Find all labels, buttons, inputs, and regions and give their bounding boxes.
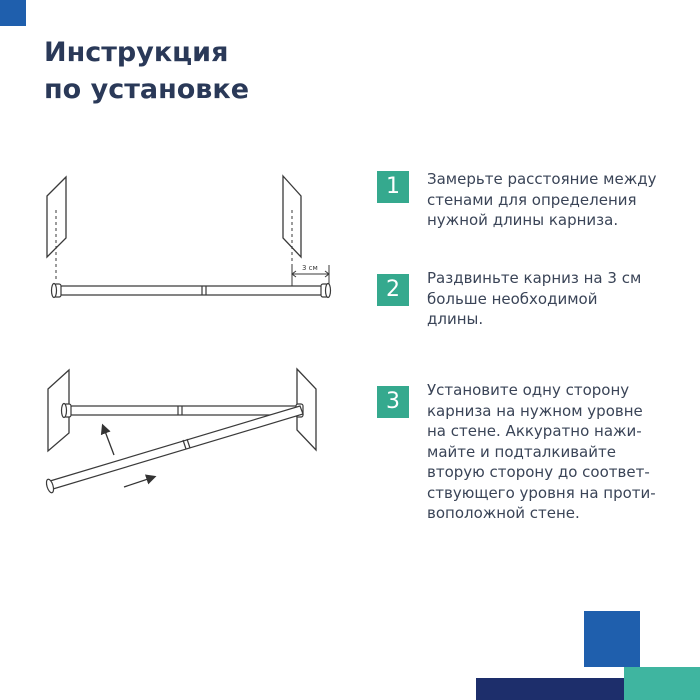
step-1-text: Замерьте расстояние между стенами для определения нужной длины карниза.: [427, 170, 657, 229]
arrow-up: [103, 426, 114, 455]
step-2-number: 2: [377, 274, 409, 306]
measure-label: 3 см: [302, 264, 318, 272]
corner-decor-teal: [624, 667, 700, 700]
page-title: Инструкция по установке: [44, 37, 250, 105]
wall-left-1: [47, 177, 66, 282]
corner-decor-blue: [584, 611, 640, 667]
step-3-number: 3: [377, 386, 409, 418]
rod-diagonal: [45, 406, 303, 494]
step-1-number: 1: [377, 171, 409, 203]
step-3-text: Установите одну сторону карниза на нужном уровне на стене. Аккуратно нажи- майте и подталкивайте вторую сторону до соответ- ствующего уровня на проти- воположной стене.: [427, 381, 656, 522]
step-2-text: Раздвиньте карниз на 3 см больше необходимой длины.: [427, 269, 642, 328]
arrow-right: [124, 477, 154, 487]
rod-extended: [52, 284, 331, 298]
corner-decor-navy: [476, 678, 624, 700]
